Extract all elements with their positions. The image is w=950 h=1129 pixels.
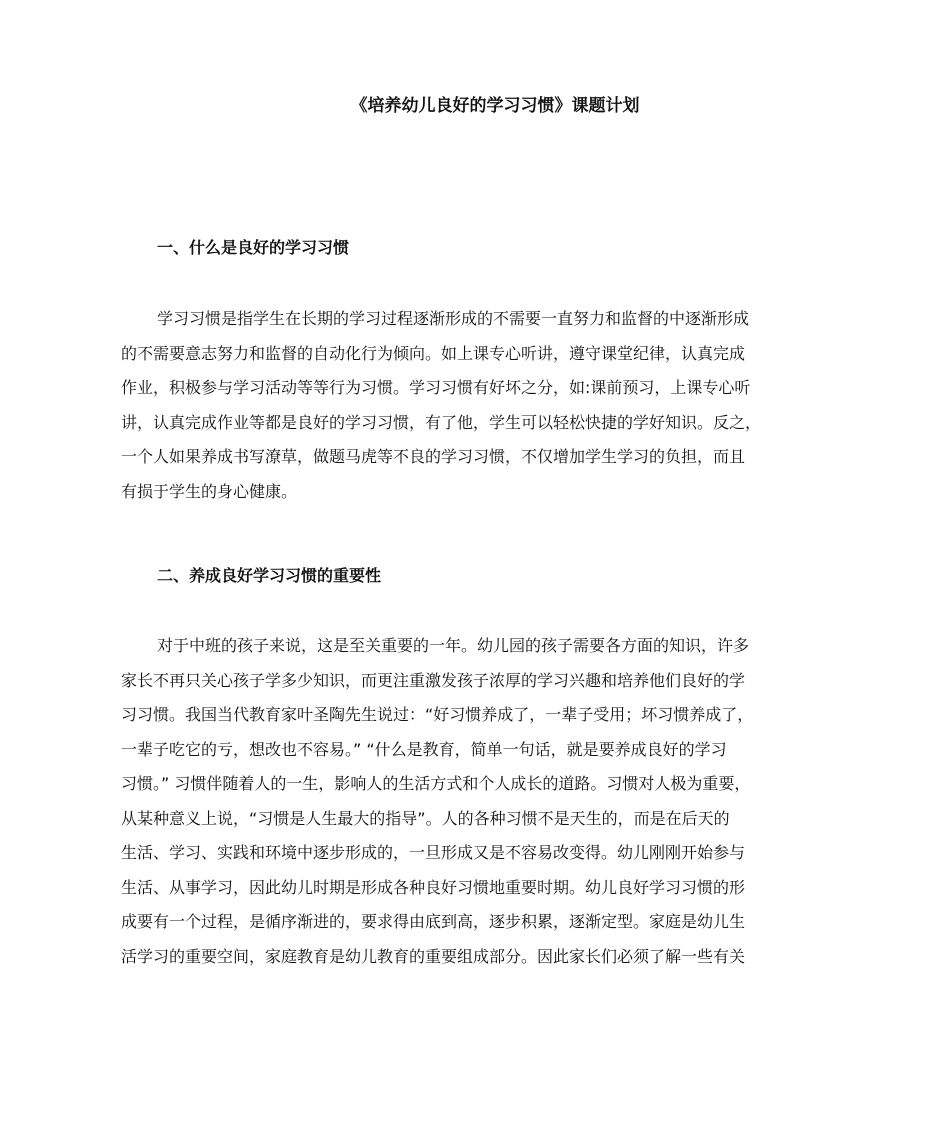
paragraph-line: 对于中班的孩子来说，这是至关重要的一年。幼儿园的孩子需要各方面的知识，许多 (157, 636, 750, 655)
paragraph-line: 活学习的重要空间，家庭教育是幼儿教育的重要组成部分。因此家长们必须了解一些有关 (121, 946, 746, 966)
section-heading-2: 二、养成良好学习习惯的重要性 (157, 566, 382, 585)
paragraph-line: 一辈子吃它的亏，想改也不容易。” “什么是教育，简单一句话，就是要养成良好的学习 (121, 739, 727, 759)
paragraph-line: 成要有一个过程，是循序渐进的，要求得由底到高，逐步积累，逐渐定型。家庭是幼儿生 (121, 912, 746, 931)
paragraph-line: 生活、从事学习，因此幼儿时期是形成各种良好习惯地重要时期。幼儿良好学习习惯的形 (121, 877, 746, 897)
paragraph-line: 从某种意义上说，“习惯是人生最大的指导”。人的各种习惯不是天生的，而是在后天的 (121, 808, 730, 828)
paragraph-line: 作业，积极参与学习活动等等行为习惯。学习习惯有好坏之分，如:课前预习，上课专心听 (121, 378, 751, 397)
section-paragraph-1 (121, 302, 833, 509)
paragraph-line: 生活、学习、实践和环境中逐步形成的，一旦形成又是不容易改变得。幼儿刚刚开始参与 (121, 843, 746, 862)
document-title: 《培养幼儿良好的学习习惯》课题计划 (350, 96, 640, 116)
section-paragraph-2 (121, 629, 833, 974)
paragraph-line: 习惯。” 习惯伴随着人的一生，影响人的生活方式和个人成长的道路。习惯对人极为重要， (121, 774, 751, 793)
paragraph-line: 习习惯。我国当代教育家叶圣陶先生说过：“好习惯养成了，一辈子受用；坏习惯养成了， (121, 705, 754, 724)
paragraph-line: 家长不再只关心孩子学多少知识，而更注重激发孩子浓厚的学习兴趣和培养他们良好的学 (121, 670, 746, 690)
paragraph-line: 的不需要意志努力和监督的自动化行为倾向。如上课专心听讲，遵守课堂纪律，认真完成 (121, 343, 746, 363)
paragraph-line: 有损于学生的身心健康。 (121, 481, 298, 501)
section-heading-1: 一、什么是良好的学习习惯 (157, 238, 350, 257)
paragraph-line: 学习习惯是指学生在长期的学习过程逐渐形成的不需要一直努力和监督的中逐渐形成 (157, 309, 750, 328)
paragraph-line: 一个人如果养成书写潦草，做题马虎等不良的学习习惯，不仅增加学生学习的负担，而且 (121, 447, 746, 466)
paragraph-line: 讲，认真完成作业等都是良好的学习习惯，有了他，学生可以轻松快捷的学好知识。反之， (121, 412, 762, 432)
